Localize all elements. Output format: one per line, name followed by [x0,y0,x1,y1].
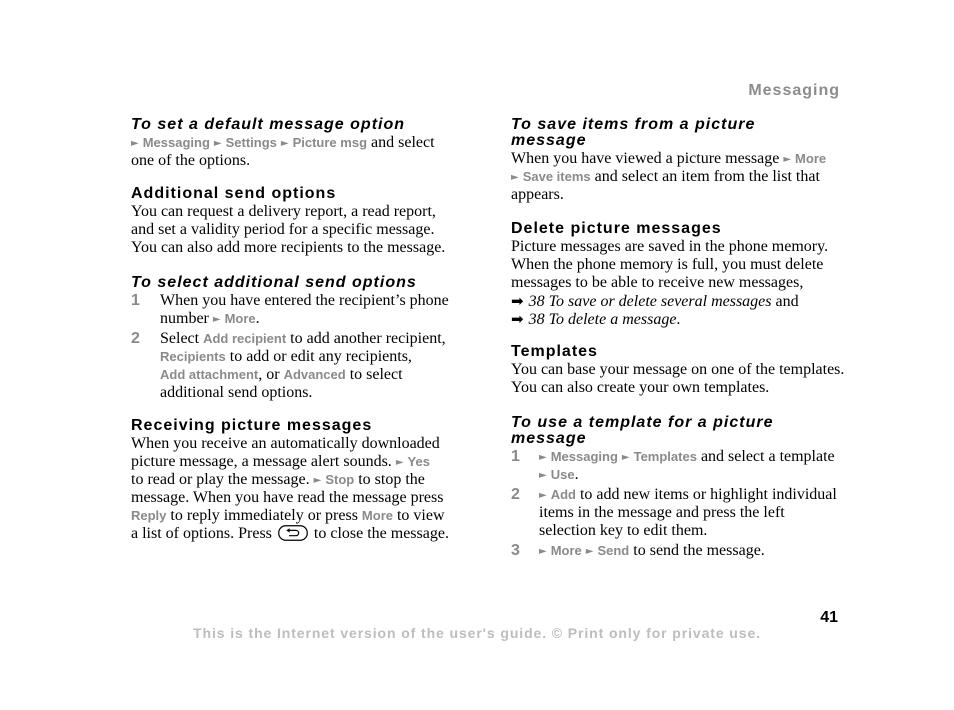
menu-arrow-icon: ► [313,475,322,486]
body-text: . [676,311,681,328]
body-text: You can also create your own templates. [511,379,770,396]
procedure-step [511,486,837,540]
section-heading [131,117,435,133]
body-text: . [255,310,260,327]
body-line [131,489,449,507]
cross-reference-icon: ➡ [511,292,524,310]
body-line [131,203,445,221]
step-text [539,486,837,540]
menu-item: More [550,543,582,558]
body-line [131,134,435,152]
body-line [131,453,449,471]
heading-line: Templates [511,343,598,360]
body-line [511,150,826,168]
body-line [511,256,828,274]
body-text: When the phone memory is full, you must delete [511,256,824,273]
menu-item: Send [597,543,630,558]
back-key-icon [278,525,308,541]
body-text: to send the message. [629,542,765,559]
step-number: 2 [131,330,140,347]
body-text: When you receive an automatically downloaded [131,435,440,452]
body-text: Select [160,330,204,347]
body-text: to add new items or highlight individual [575,486,837,503]
body-line [160,330,446,348]
step-number: 2 [511,486,520,503]
right-column [511,0,846,710]
cross-reference: 38 To save or delete several messages [528,293,772,310]
body-line [511,274,828,292]
body-line [539,448,835,466]
section-heading [511,221,828,237]
menu-item: Templates [633,449,697,464]
body-line [131,152,435,170]
body-text: to view [392,507,445,524]
section-use-template-for-picture-message [511,415,837,560]
menu-arrow-icon: ► [539,546,547,557]
menu-item: Settings [225,135,277,150]
menu-item: Advanced [283,367,346,382]
step-number: 1 [131,292,140,309]
procedure-step [511,542,837,560]
section-templates [511,344,844,397]
body-text: to stop the [354,471,425,488]
menu-arrow-icon: ► [395,457,404,468]
section-heading [511,344,844,360]
body-line [131,507,449,525]
heading-line: Delete picture messages [511,220,722,237]
body-line [511,238,828,256]
body-text: to select [345,366,403,383]
body-line [511,292,828,310]
body-text: to add or edit any recipients, [225,348,412,365]
procedure-step [511,448,837,484]
body-line [539,486,837,504]
body-line [539,466,835,484]
heading-line: To use a template for a picture [511,414,774,431]
menu-item: More [361,508,393,523]
section-select-additional-send-options [131,275,449,402]
heading-line: message [511,132,587,149]
body-line [160,384,446,402]
body-text: messages to be able to receive new messages, [511,274,804,291]
body-line [160,366,446,384]
body-text: and select an item from the list that [590,168,820,185]
menu-arrow-icon: ► [783,154,792,165]
section-heading [131,418,449,434]
body-text: to close the message. [309,525,449,542]
body-text: , or [258,366,284,383]
menu-item: More [795,151,827,166]
menu-arrow-icon: ► [213,138,222,149]
section-heading [131,186,445,202]
body-text: Picture messages are saved in the phone memory. [511,238,829,255]
section-set-default-message-option [131,117,435,170]
body-text: additional send options. [160,384,313,401]
section-heading [131,275,449,291]
heading-line: To select additional send options [131,274,417,291]
menu-item: Add [550,487,576,502]
cross-reference-icon: ➡ [511,310,524,328]
body-text: selection key to edit them. [539,522,708,539]
page-number: 41 [820,609,838,626]
body-line [539,522,837,540]
menu-item: Messaging [142,135,210,150]
body-line [160,348,446,366]
running-header: Messaging [748,82,840,99]
menu-item: Recipients [160,349,226,364]
body-text: to add another recipient, [286,330,446,347]
menu-arrow-icon: ► [131,138,139,149]
body-line [511,361,844,379]
body-text: message. When you have read the message press [131,489,444,506]
body-text: to read or play the message. [131,471,314,488]
menu-arrow-icon: ► [585,546,594,557]
procedure-step [131,330,449,402]
menu-arrow-icon: ► [539,452,547,463]
body-text: picture message, a message alert sounds. [131,453,396,470]
body-text: a list of options. Press [131,525,276,542]
body-text: one of the options. [131,152,251,169]
menu-item: Yes [407,454,430,469]
body-text: items in the message and press the left [539,504,785,521]
heading-line: Receiving picture messages [131,417,373,434]
menu-arrow-icon: ► [539,470,547,481]
body-text: appears. [511,186,564,203]
body-text: You can request a delivery report, a read report, [131,203,436,220]
body-text: You can also add more recipients to the message. [131,239,446,256]
heading-line: message [511,430,587,447]
menu-item: Add recipient [203,331,287,346]
step-number: 1 [511,448,520,465]
menu-item: Use [550,467,575,482]
menu-item: Messaging [550,449,618,464]
procedure-step [131,292,449,328]
body-line [131,435,449,453]
footer-notice: This is the Internet version of the user's guide. © Print only for private use. [193,625,761,641]
body-text: When you have viewed a picture message [511,150,784,167]
menu-item: More [224,311,256,326]
section-additional-send-options [131,186,445,257]
step-text [539,542,765,560]
menu-item: Stop [325,472,355,487]
body-line [511,379,844,397]
body-line [511,186,826,204]
section-delete-picture-messages [511,221,828,328]
step-text [539,448,835,484]
step-number: 3 [511,542,520,559]
body-line [511,310,828,328]
heading-line: To set a default message option [131,116,406,133]
menu-item: Save items [522,169,591,184]
section-receiving-picture-messages [131,418,449,543]
section-heading [511,415,837,447]
body-line [539,504,837,522]
body-line [160,310,449,328]
left-column [131,0,461,710]
body-line [511,168,826,186]
step-text [160,330,446,402]
body-text: and select a template [696,448,835,465]
cross-reference: 38 To delete a message [528,311,677,328]
menu-arrow-icon: ► [280,138,289,149]
body-text: and [771,293,799,310]
body-line [131,525,449,543]
heading-line: Additional send options [131,185,337,202]
body-text: You can base your message on one of the templates. [511,361,845,378]
section-heading [511,117,826,149]
menu-item: Picture msg [292,135,368,150]
menu-arrow-icon: ► [511,172,519,183]
body-line [131,221,445,239]
heading-line: To save items from a picture [511,116,756,133]
body-line [539,542,765,560]
body-text: and set a validity period for a specific message. [131,221,435,238]
body-text: When you have entered the recipient’s phone [160,292,449,309]
body-line [131,239,445,257]
body-line [160,292,449,310]
body-text: and select [367,134,435,151]
step-text [160,292,449,328]
body-text: . [574,466,579,483]
menu-item: Add attachment [160,367,259,382]
section-save-items-from-picture-message [511,117,826,204]
body-text: number [160,310,213,327]
menu-item: Reply [131,508,167,523]
menu-arrow-icon: ► [212,314,221,325]
menu-arrow-icon: ► [621,452,630,463]
menu-arrow-icon: ► [539,490,547,501]
body-text: to reply immediately or press [166,507,362,524]
body-line [131,471,449,489]
